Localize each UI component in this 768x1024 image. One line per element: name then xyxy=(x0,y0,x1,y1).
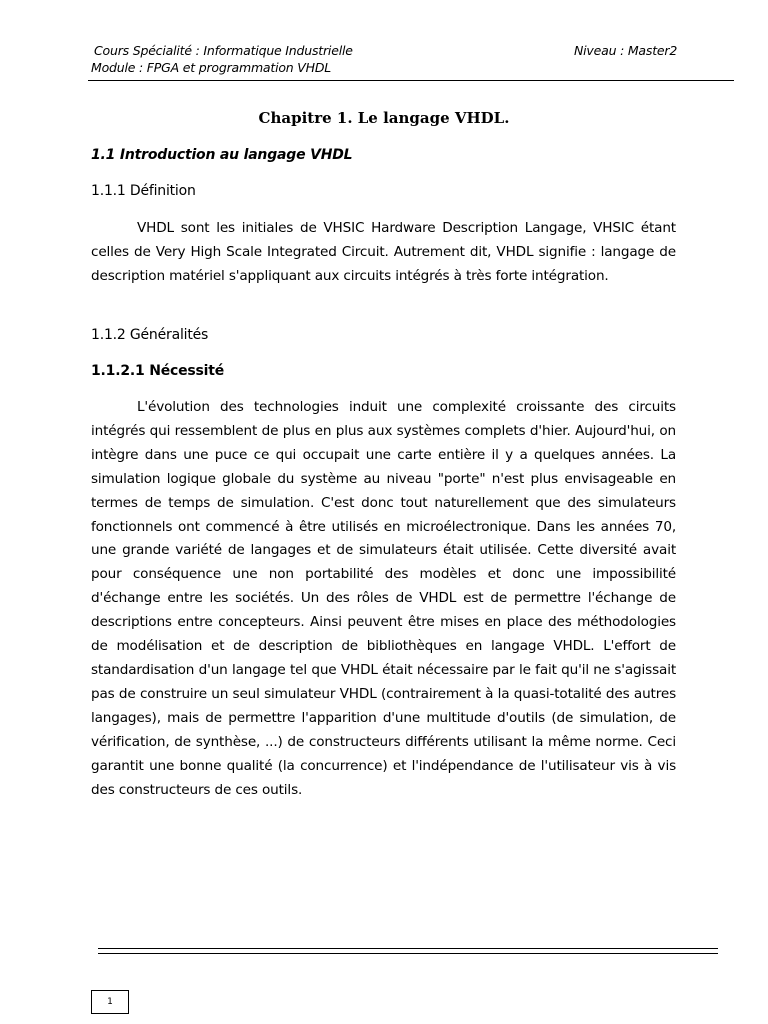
section-heading-1-1: 1.1 Introduction au langage VHDL xyxy=(91,147,353,163)
section-heading-1-1-2: 1.1.2 Généralités xyxy=(91,327,209,343)
definition-paragraph: VHDL sont les initiales de VHSIC Hardware Description Langage, VHSIC étant celles de Very High Scale Integrated Circuit. Autrement dit, VHDL signifie : langage de description matériel s'appliquant aux circuits intégrés à très forte intégration. xyxy=(91,220,676,284)
footer-divider-bottom xyxy=(98,953,718,954)
chapter-title: Chapitre 1. Le langage VHDL. xyxy=(258,109,510,127)
page-number: 1 xyxy=(107,997,113,1007)
section-heading-1-1-2-1: 1.1.2.1 Nécessité xyxy=(91,363,225,379)
page-number-box xyxy=(91,990,129,1014)
header-level: Niveau : Master2 xyxy=(574,43,678,58)
header-module: Module : FPGA et programmation VHDL xyxy=(91,60,332,75)
header-divider xyxy=(88,80,734,81)
necessity-paragraph: L'évolution des technologies induit une complexité croissante des circuits intégrés qui ressemblent de plus en plus aux systèmes complets d'hier. Aujourd'hui, on intègre dans une puce ce qui occupait une carte entière il y a quelques années. La simulation logique globale du système au niveau "porte" n'est plus envisageable en termes de temps de simulation. C'est donc tout naturellement que des simulateurs fonctionnels ont commencé à être utilisés en microélectronique. Dans les années 70, une grande variété de langages et de simulateurs était utilisée. Cette diversité avait pour conséquence une non portabilité des modèles et donc une impossibilité d'échange entre les sociétés. Un des rôles de VHDL est de permettre l'échange de descriptions entre concepteurs. Ainsi peuvent être mises en place des méthodologies de modélisation et de description de bibliothèques en langage VHDL. L'effort de standardisation d'un langage tel que VHDL était nécessaire par le fait qu'il ne s'agissait pas de construire un seul simulateur VHDL (contrairement à la quasi-totalité des autres langages), mais de permettre l'apparition d'une multitude d'outils (de simulation, de vérification, de synthèse, ...) de constructeurs différents utilisant la même norme. Ceci garantit une bonne qualité (la concurrence) et l'indépendance de l'utilisateur vis à vis des constructeurs de ces outils. xyxy=(91,399,676,798)
section-heading-1-1-1: 1.1.1 Définition xyxy=(91,183,196,199)
header-course: Cours Spécialité : Informatique Industrielle xyxy=(94,43,353,58)
footer-divider-top xyxy=(98,948,718,949)
